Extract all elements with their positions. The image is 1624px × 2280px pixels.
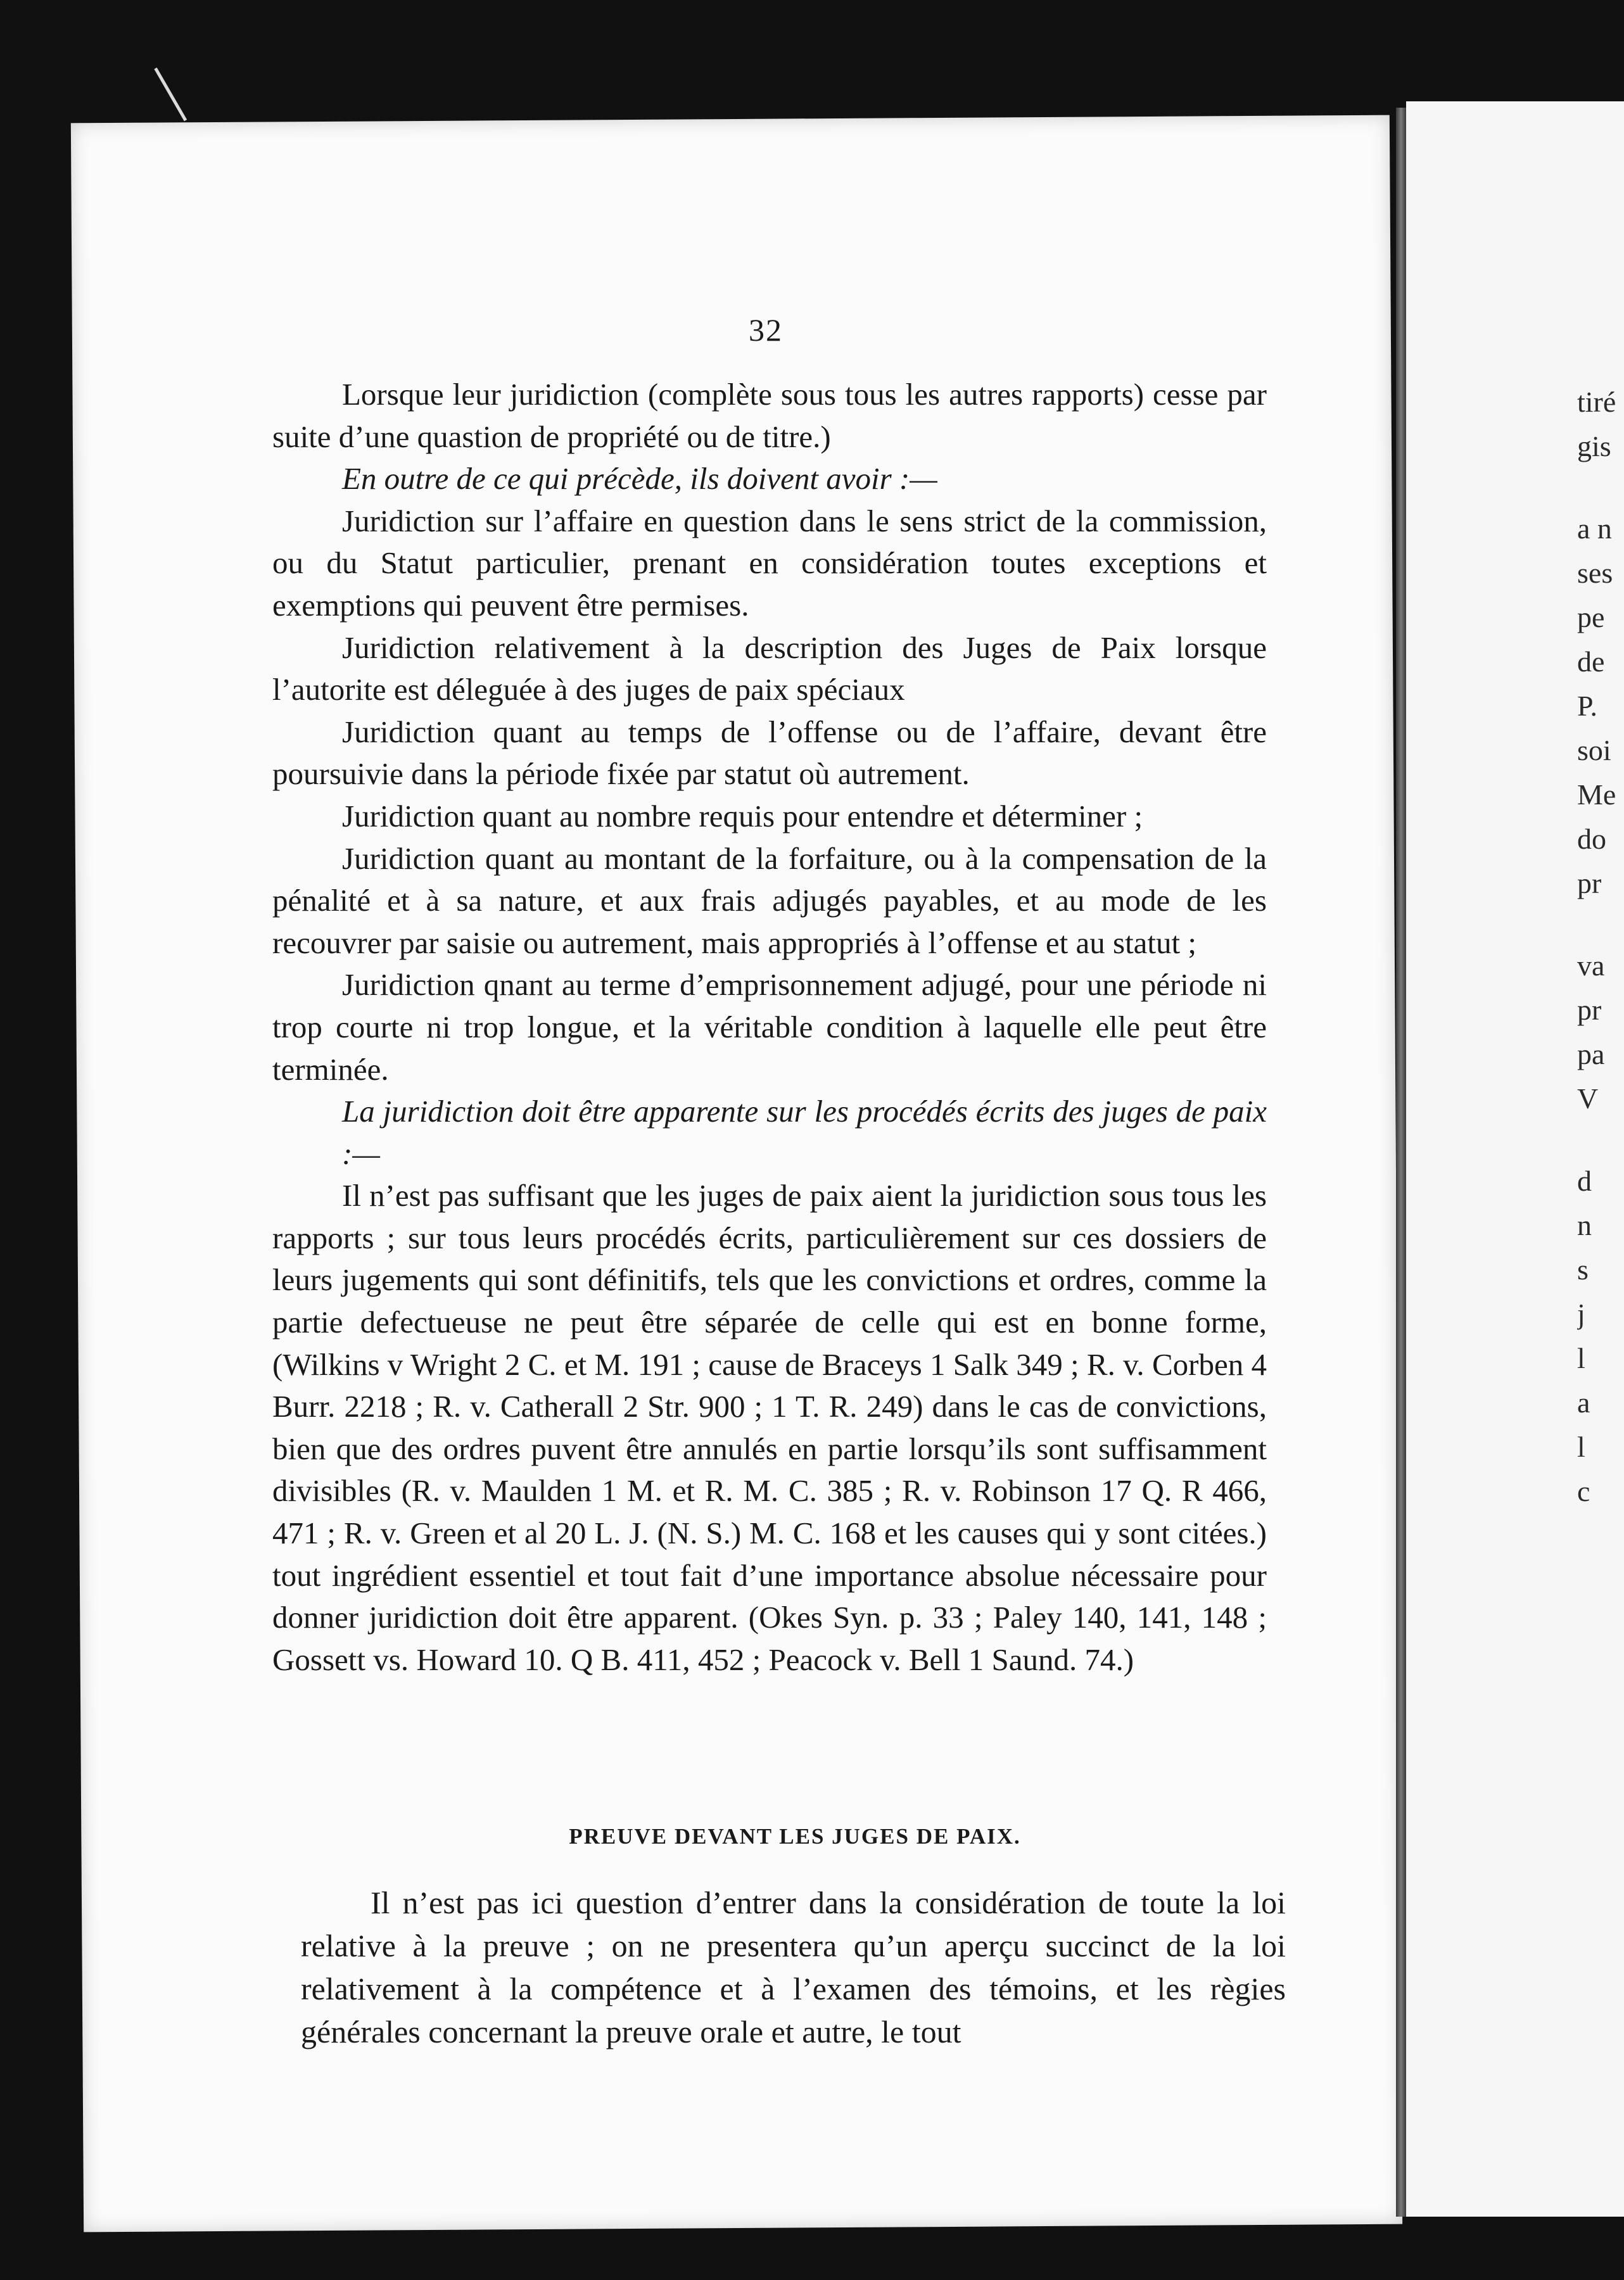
- facing-fragment: Me: [1577, 778, 1616, 811]
- paragraph: Juridiction relativement à la description des Juges de Paix lorsque l’autorite est déleguée à des juges de paix spéciaux: [272, 630, 1267, 707]
- facing-fragment: a n: [1577, 512, 1612, 545]
- facing-fragment: [1577, 469, 1624, 507]
- facing-fragment: pr: [1577, 994, 1602, 1026]
- facing-page-fragments: [1577, 380, 1624, 1514]
- body-text: [272, 374, 1267, 1681]
- facing-fragment: j: [1577, 1298, 1585, 1330]
- facing-fragment: do: [1577, 823, 1606, 855]
- section-paragraph: Il n’est pas ici question d’entrer dans la considération de toute la loi relative à la preuve ; on ne presentera qu’un aperçu succinct de la loi relativement à la compétence et à l’examen des témoins, et les règies générales concernant la preuve orale et autre, le tout: [301, 1885, 1286, 2049]
- facing-fragment: gis: [1577, 430, 1611, 462]
- paragraph: En outre de ce qui précède, ils doivent avoir :—: [342, 461, 937, 497]
- facing-fragment: n: [1577, 1209, 1592, 1241]
- facing-fragment: P.: [1577, 690, 1597, 722]
- scan-edge-mark: [154, 60, 201, 122]
- facing-fragment: ses: [1577, 557, 1613, 589]
- facing-fragment: soi: [1577, 734, 1611, 766]
- facing-fragment: c: [1577, 1475, 1590, 1507]
- facing-fragment: pa: [1577, 1038, 1605, 1070]
- facing-fragment: [1577, 906, 1624, 944]
- facing-fragment: a: [1577, 1386, 1590, 1419]
- paragraph: Il n’est pas suffisant que les juges de paix aient la juridiction sous tous les rapports ; sur tous leurs procédés écrits, particulièrement sur ces dossiers de leurs jugements qui sont définitifs, tels que les convictions et ordres, comme la partie defectueuse ne peut être séparée de celle qui est en bonne forme, (Wilkins v Wright 2 C. et M. 191 ; cause de Braceys 1 Salk 349 ; R. v. Corben 4 Burr. 2218 ; R. v. Catherall 2 Str. 900 ; 1 T. R. 249) dans le cas de convictions, bien que des ordres puvent être annulés en partie lorsqu’ils sont suffisamment divisibles (R. v. Maulden 1 M. et R. M. C. 385 ; R. v. Robinson 17 Q. R 466, 471 ; R. v. Green et al 20 L. J. (N. S.) M. C. 168 et les causes qui y sont citées.) tout ingrédient essentiel et tout fait d’une importance absolue nécessaire pour donner juridiction doit être apparent. (Okes Syn. p. 33 ; Paley 140, 141, 148 ; Gossett vs. Howard 10. Q B. 411, 452 ; Peacock v. Bell 1 Saund. 74.): [272, 1178, 1267, 1677]
- facing-fragment: pr: [1577, 867, 1602, 899]
- page-fold: [1396, 108, 1406, 2217]
- facing-fragment: pe: [1577, 601, 1605, 633]
- section-body: [301, 1881, 1286, 2053]
- facing-fragment: l: [1577, 1342, 1585, 1374]
- paragraph: Juridiction quant au nombre requis pour entendre et déterminer ;: [342, 798, 1143, 833]
- facing-fragment: [1577, 1121, 1624, 1159]
- paragraph: La juridiction doit être apparente sur les procédés écrits des juges de paix :—: [342, 1094, 1267, 1171]
- facing-fragment: d: [1577, 1165, 1592, 1197]
- paragraph: Juridiction quant au temps de l’offense ou de l’affaire, devant être poursuivie dans la période fixée par statut où autrement.: [272, 714, 1267, 792]
- paragraph: Juridiction sur l’affaire en question dans le sens strict de la commission, ou du Statut particulier, prenant en considération toutes exceptions et exemptions qui peuvent être permises.: [272, 503, 1267, 623]
- paragraph: Lorsque leur juridiction (complète sous tous les autres rapports) cesse par suite d’une quastion de propriété ou de titre.): [272, 377, 1267, 454]
- facing-fragment: V: [1577, 1082, 1599, 1115]
- facing-fragment: de: [1577, 645, 1605, 678]
- facing-fragment: l: [1577, 1431, 1585, 1463]
- paragraph: Juridiction qnant au terme d’emprisonnement adjugé, pour une période ni trop courte ni trop longue, et la véritable condition à laquelle elle peut être terminée.: [272, 967, 1267, 1087]
- section-heading: PREUVE DEVANT LES JUGES DE PAIX.: [569, 1824, 1021, 1849]
- page-number: 32: [749, 312, 783, 348]
- facing-fragment: tiré: [1577, 386, 1616, 418]
- facing-fragment: s: [1577, 1253, 1589, 1286]
- paragraph: Juridiction quant au montant de la forfaiture, ou à la compensation de la pénalité et à sa nature, et aux frais adjugés payables, et au mode de les recouvrer par saisie ou autrement, mais appropriés à l’offense et au statut ;: [272, 840, 1267, 960]
- facing-fragment: va: [1577, 949, 1605, 982]
